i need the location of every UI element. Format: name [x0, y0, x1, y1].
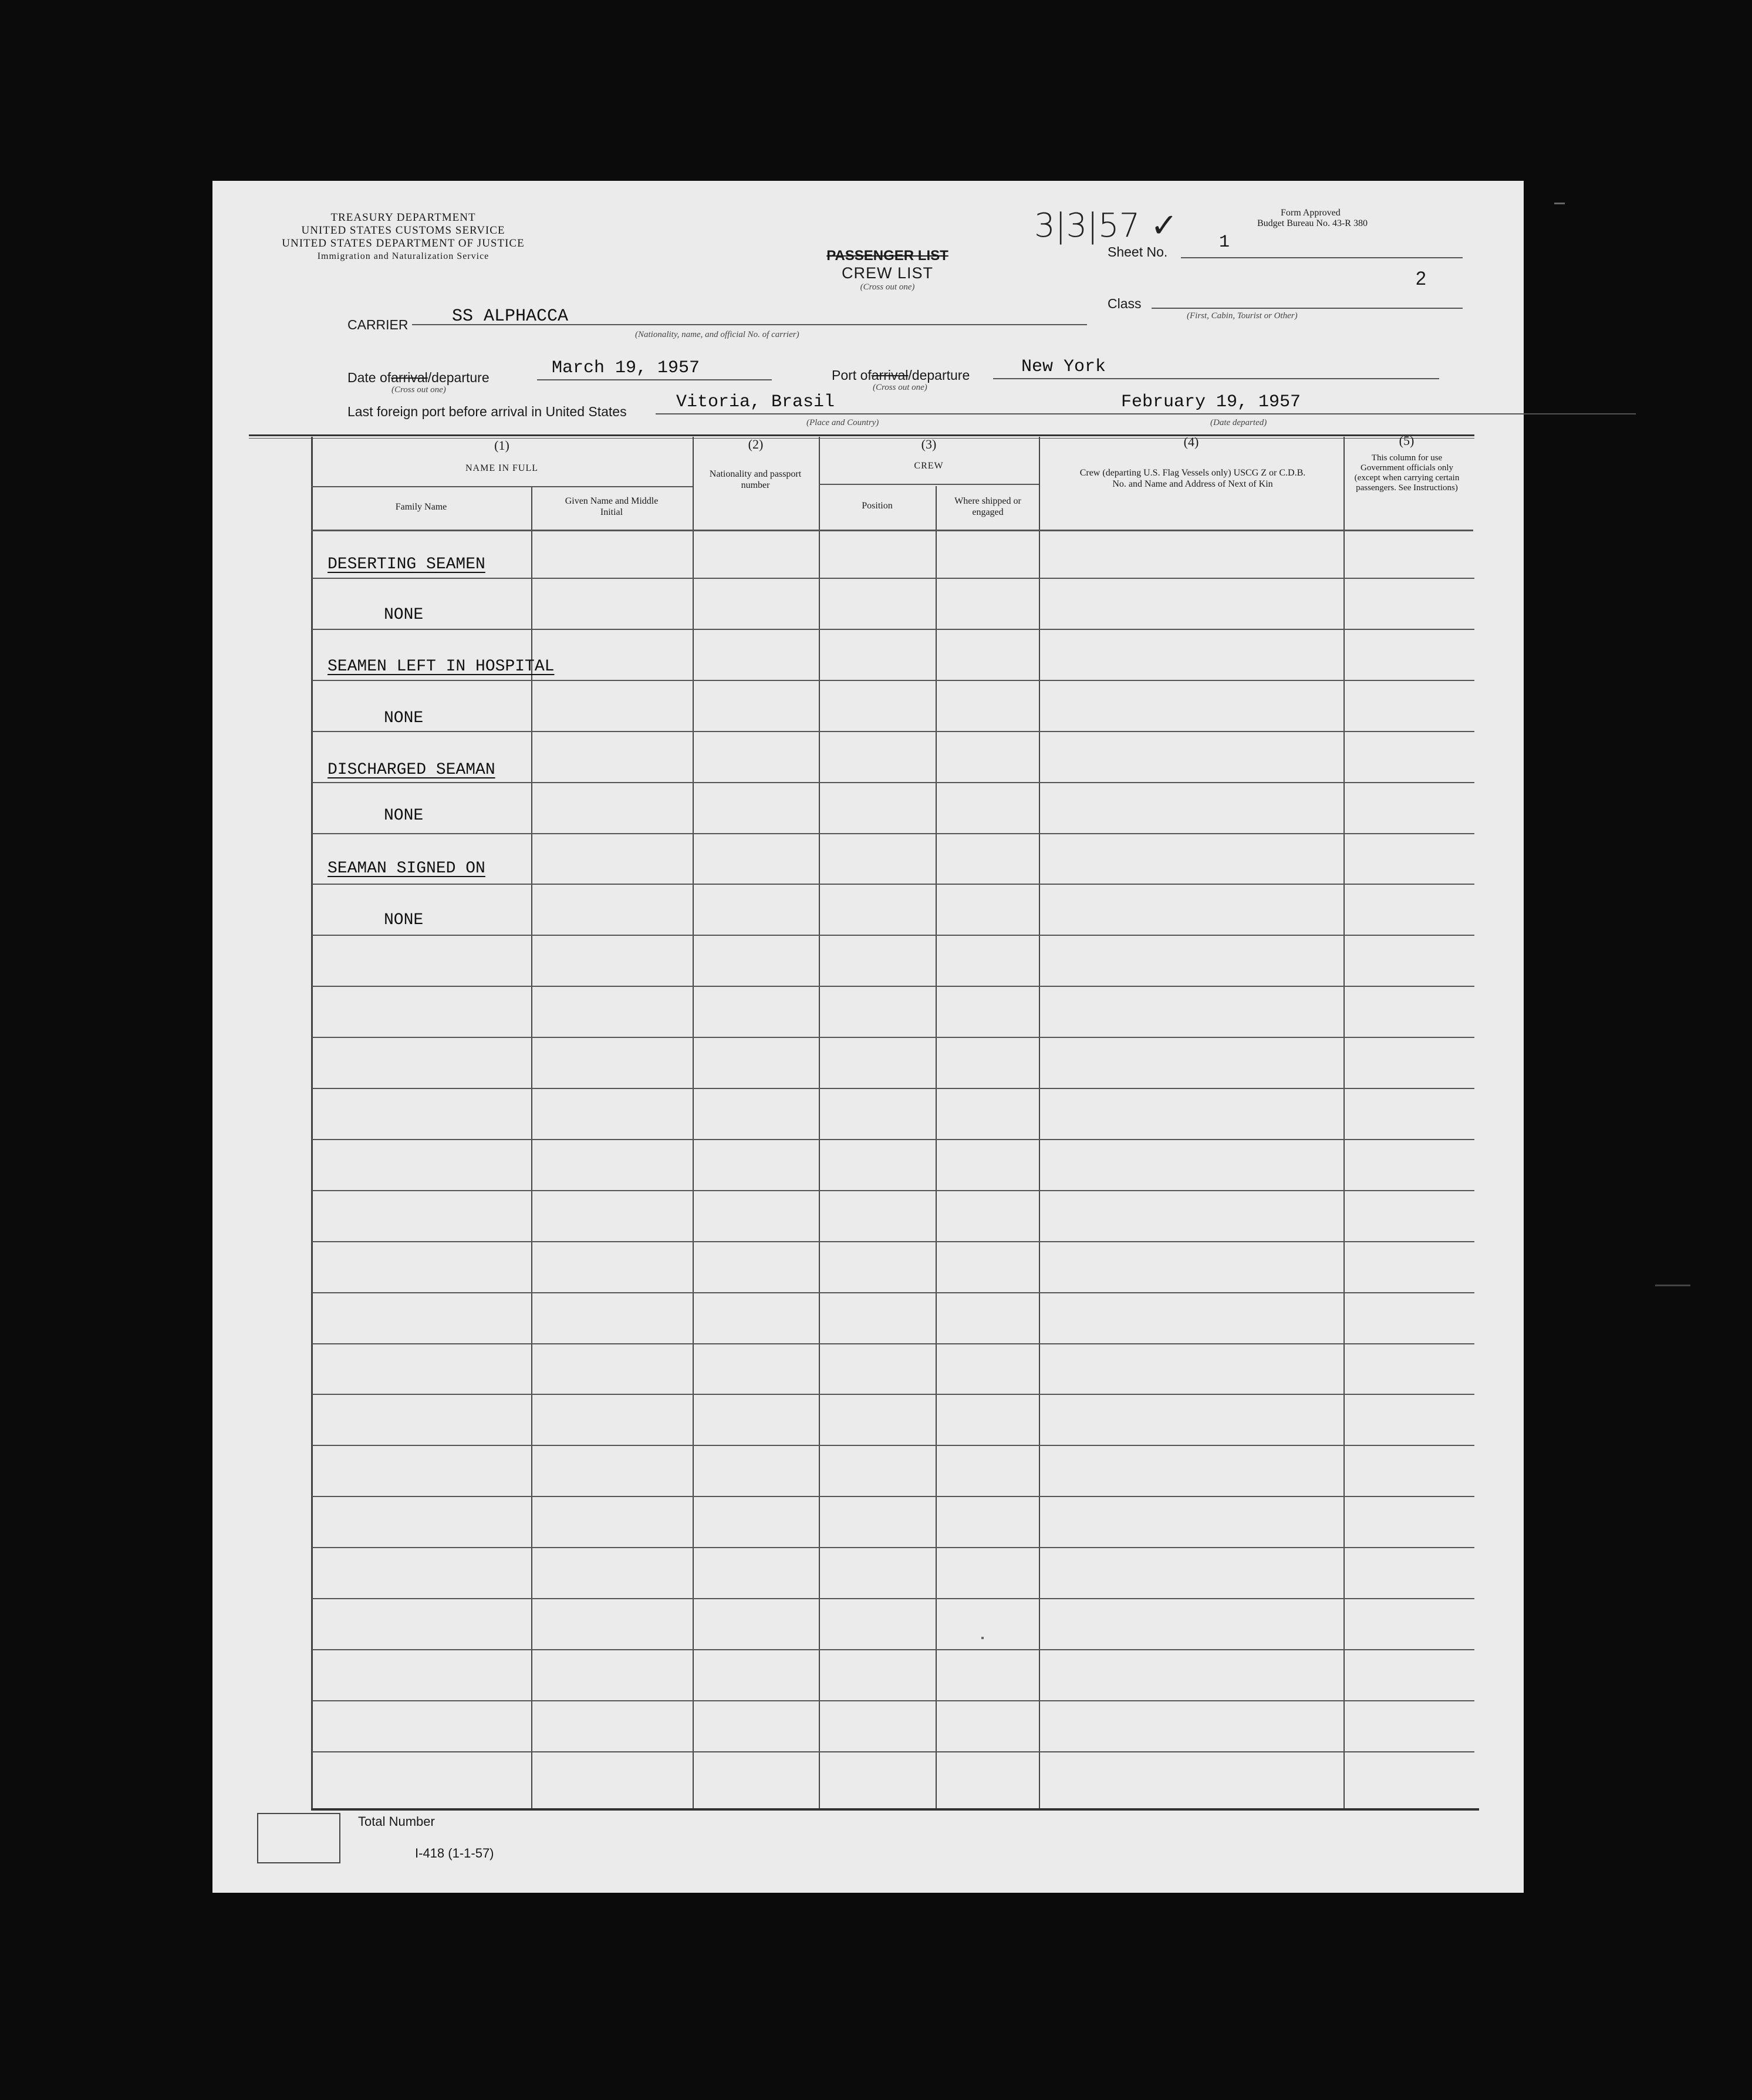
table-row-line	[312, 680, 1474, 681]
table-row-line	[312, 1190, 1474, 1191]
passenger-list-struck: PASSENGER LIST	[826, 248, 948, 264]
col2-title: Nationality and passport number	[709, 469, 802, 490]
col1-header-line	[311, 486, 693, 487]
carrier-note: (Nationality, name, and official No. of carrier)	[635, 330, 799, 339]
port-label	[832, 368, 970, 383]
entry-deserting-seamen: DESERTING SEAMEN	[328, 555, 485, 574]
title-cross-note: (Cross out one)	[860, 282, 915, 292]
crew-list-title: CREW LIST	[841, 264, 933, 282]
entry-seamen-left-in-hospital: SEAMEN LEFT IN HOSPITAL	[328, 658, 555, 676]
table-row-line	[312, 1241, 1474, 1242]
table-row-line	[312, 1292, 1474, 1293]
port-line	[993, 378, 1439, 379]
crew-list-form	[212, 181, 1524, 1893]
port-cross-note: (Cross out one)	[873, 383, 927, 392]
class-label: Class	[1108, 296, 1142, 311]
table-row-line	[312, 1139, 1474, 1140]
table-row-line	[312, 1598, 1474, 1599]
col4-left	[1039, 437, 1040, 1809]
col3-title: CREW	[914, 461, 944, 471]
table-row-line	[312, 1445, 1474, 1446]
table-row-line	[312, 935, 1474, 936]
handwritten-date: 3|3|57 ✓	[1034, 207, 1178, 245]
table-row-line	[312, 986, 1474, 987]
carrier-label: CARRIER	[347, 317, 409, 332]
entry-none-1: NONE	[384, 606, 424, 624]
lastport-date-note: (Date departed)	[1210, 418, 1267, 427]
table-row-line	[312, 884, 1474, 885]
table-row-line	[312, 833, 1474, 834]
table-row-line	[312, 1649, 1474, 1650]
department-heading	[248, 211, 559, 263]
entry-none-2: NONE	[384, 709, 424, 727]
right-number: 2	[1416, 268, 1426, 289]
entry-seaman-signed-on: SEAMAN SIGNED ON	[328, 859, 485, 878]
col3-number: (3)	[921, 437, 937, 451]
port-label-struck: arrival	[871, 368, 909, 383]
budget-bureau-line: Budget Bureau No. 43-R 380	[1257, 218, 1368, 228]
col5-number: (5)	[1399, 433, 1415, 448]
dust-speck	[981, 1637, 984, 1639]
class-line	[1152, 308, 1463, 309]
col1b-header: Given Name and Middle Initial	[565, 496, 659, 517]
col3b-header: Where shipped or engaged	[954, 496, 1021, 517]
entry-none-3: NONE	[384, 807, 424, 825]
dept-line-2: UNITED STATES CUSTOMS SERVICE	[301, 224, 505, 237]
form-approved-line: Form Approved	[1281, 208, 1341, 218]
col1a-header: Family Name	[395, 502, 447, 512]
col3-divider	[936, 486, 937, 1809]
date-line	[537, 379, 772, 380]
lastport-line	[656, 413, 1636, 414]
table-row-line	[312, 629, 1474, 630]
col5-left	[1343, 437, 1345, 1809]
col2-left	[693, 437, 694, 1809]
table-row-line	[312, 1751, 1474, 1752]
table-row-line	[312, 1547, 1474, 1548]
table-row-line	[312, 1394, 1474, 1395]
port-label-post: /departure	[908, 368, 970, 383]
port-value: New York	[1021, 357, 1106, 377]
date-label-post: /departure	[427, 370, 490, 385]
col5-title: This column for use Government officials only (except when carrying certain passengers. See Instructions)	[1354, 453, 1460, 493]
carrier-value: SS ALPHACCA	[452, 306, 569, 326]
header-bottom-line	[311, 530, 1473, 531]
table-row-line	[312, 1088, 1474, 1089]
date-cross-note: (Cross out one)	[391, 385, 446, 395]
dept-line-3: UNITED STATES DEPARTMENT OF JUSTICE	[282, 237, 525, 250]
sheet-number: 1	[1219, 232, 1230, 252]
form-number: I-418 (1-1-57)	[415, 1846, 494, 1860]
table-row-line	[312, 1700, 1474, 1701]
date-label-struck: arrival	[391, 370, 428, 385]
table-left-border	[311, 437, 313, 1809]
entry-discharged-seaman: DISCHARGED SEAMAN	[328, 761, 495, 779]
col3-left	[819, 437, 820, 1809]
sheet-label: Sheet No.	[1108, 244, 1168, 259]
scan-artifact	[1655, 1285, 1690, 1286]
date-value: March 19, 1957	[552, 358, 700, 378]
table-row-line	[312, 782, 1474, 783]
table-row-line	[312, 1496, 1474, 1497]
lastport-label: Last foreign port before arrival in United States	[347, 404, 627, 419]
dept-line-4: Immigration and Naturalization Service	[317, 251, 490, 261]
table-row-line	[312, 731, 1474, 732]
col1-title: NAME IN FULL	[465, 463, 538, 473]
table-row-line	[312, 578, 1474, 579]
date-label	[347, 370, 490, 386]
port-label-pre: Port of	[832, 368, 872, 383]
lastport-note: (Place and Country)	[806, 418, 879, 427]
col3-header-line	[819, 484, 1039, 485]
table-row-line	[312, 1343, 1474, 1344]
sheet-line	[1181, 257, 1463, 258]
total-number-box	[257, 1813, 340, 1863]
col3a-header: Position	[862, 501, 893, 511]
date-label-pre: Date of	[347, 370, 391, 385]
col1-number: (1)	[494, 438, 509, 453]
col4-number: (4)	[1183, 434, 1199, 449]
col2-number: (2)	[748, 437, 764, 451]
table-row-line	[312, 1037, 1474, 1038]
col4-title: Crew (departing U.S. Flag Vessels only) USCG Z or C.D.B. No. and Name and Address of Next of Kin	[1079, 468, 1306, 489]
table-bottom-rule	[311, 1808, 1479, 1811]
dept-line-1: TREASURY DEPARTMENT	[330, 211, 476, 224]
form-title-block	[752, 248, 1022, 292]
lastport-value: Vitoria, Brasil	[676, 392, 835, 412]
form-approved	[1257, 208, 1368, 229]
col1-divider	[531, 486, 532, 1809]
total-number-label: Total Number	[358, 1814, 435, 1829]
scan-artifact	[1554, 203, 1565, 204]
entry-none-4: NONE	[384, 911, 424, 929]
lastport-date: February 19, 1957	[1121, 392, 1301, 412]
class-note: (First, Cabin, Tourist or Other)	[1187, 311, 1298, 321]
